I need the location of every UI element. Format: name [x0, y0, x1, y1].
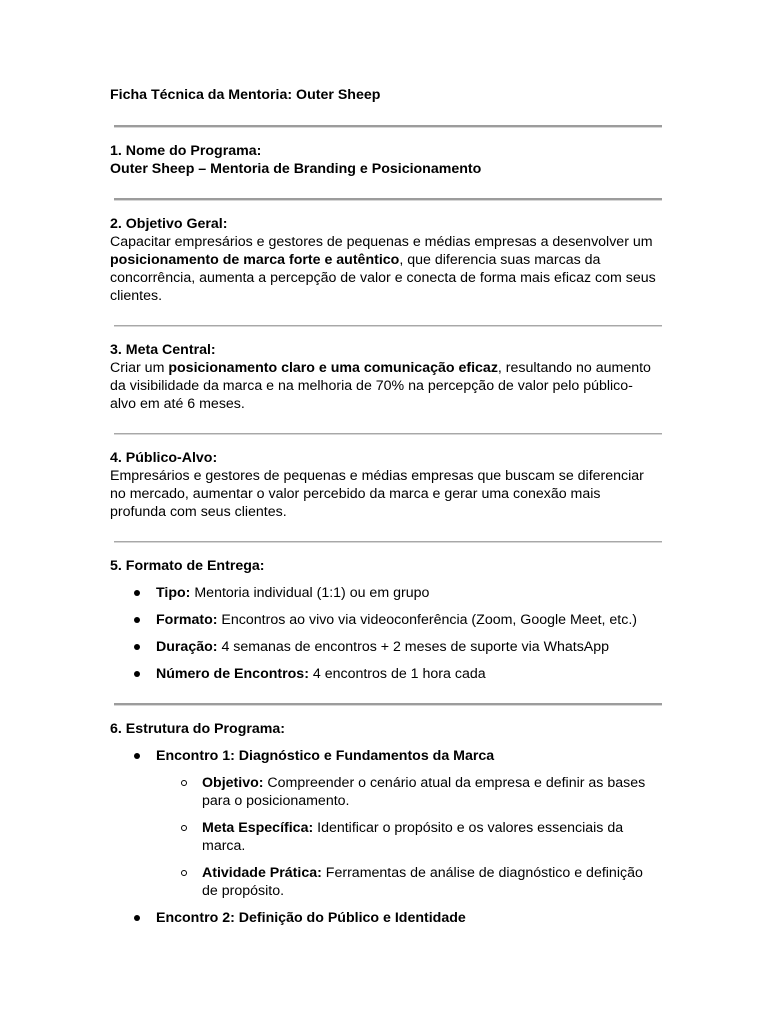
encontros-list: [110, 747, 658, 765]
encontro-title: Encontro 2: Definição do Público e Identidade: [156, 910, 466, 926]
list-item: [110, 611, 658, 629]
text-run-bold: posicionamento claro e uma comunicação eficaz: [168, 360, 498, 376]
document-title: Ficha Técnica da Mentoria: Outer Sheep: [110, 87, 381, 103]
section-text: [110, 359, 658, 413]
divider: [114, 325, 662, 327]
encontros-list: [110, 909, 658, 927]
list-item: [110, 774, 658, 810]
section-heading: 4. Público-Alvo:: [110, 450, 218, 466]
list-item: [110, 638, 658, 656]
section-heading: 1. Nome do Programa:: [110, 143, 262, 159]
item-text: Compreender o cenário atual da empresa e definir as bases para o posicionamento.: [202, 775, 646, 809]
item-label: Meta Específica:: [202, 820, 314, 836]
item-label: Número de Encontros:: [156, 666, 309, 682]
section-heading: 5. Formato de Entrega:: [110, 558, 265, 574]
item-label: Objetivo:: [202, 775, 264, 791]
list-item: [110, 909, 658, 927]
item-label: Formato:: [156, 612, 218, 628]
section-heading: 6. Estrutura do Programa:: [110, 721, 286, 737]
section-nome: [110, 142, 658, 178]
list-item: [110, 665, 658, 683]
list-item: [110, 584, 658, 602]
item-text: Identificar o propósito e os valores essenciais da marca.: [202, 820, 624, 854]
item-text: Mentoria individual (1:1) ou em grupo: [190, 585, 430, 601]
text-run: Criar um: [110, 360, 169, 376]
encontro-title: Encontro 1: Diagnóstico e Fundamentos da Marca: [156, 748, 495, 764]
section-heading: 3. Meta Central:: [110, 342, 216, 358]
section-text: [110, 233, 658, 305]
text-run-bold: posicionamento de marca forte e autêntico: [110, 252, 400, 268]
item-label: Duração:: [156, 639, 218, 655]
section-publico: [110, 449, 658, 521]
divider: [114, 541, 662, 543]
program-name: Outer Sheep – Mentoria de Branding e Posicionamento: [110, 161, 482, 177]
section-objetivo: [110, 215, 658, 305]
item-text: Ferramentas de análise de diagnóstico e definição de propósito.: [202, 865, 643, 899]
text-run: Capacitar empresários e gestores de pequenas e médias empresas a desenvolver um: [110, 234, 653, 250]
section-heading: 2. Objetivo Geral:: [110, 216, 228, 232]
divider: [114, 125, 662, 128]
encontro-sublist: [110, 774, 658, 900]
item-label: Tipo:: [156, 585, 191, 601]
item-label: Atividade Prática:: [202, 865, 322, 881]
section-formato: [110, 557, 658, 683]
text-run: , resultando no aumento da visibilidade da marca e na melhoria de 70% na percepção de valor pelo público-alvo em até 6 meses.: [110, 360, 651, 412]
list-item: [110, 819, 658, 855]
item-text: 4 semanas de encontros + 2 meses de suporte via WhatsApp: [217, 639, 610, 655]
divider: [114, 198, 662, 201]
section-estrutura: [110, 720, 658, 927]
section-meta: [110, 341, 658, 413]
list-item: [110, 747, 658, 765]
item-text: Encontros ao vivo via videoconferência (Zoom, Google Meet, etc.): [217, 612, 638, 628]
section-text: Empresários e gestores de pequenas e médias empresas que buscam se diferenciar no mercado, aumentar o valor percebido da marca e gerar uma conexão mais profunda com seus clientes.: [110, 468, 644, 520]
list-item: [110, 864, 658, 900]
divider: [114, 703, 662, 706]
divider: [114, 433, 662, 435]
item-text: 4 encontros de 1 hora cada: [308, 666, 486, 682]
format-list: [110, 584, 658, 683]
text-run: , que diferencia suas marcas da concorrência, aumenta a percepção de valor e conecta de forma mais eficaz com seus clientes.: [110, 252, 656, 304]
